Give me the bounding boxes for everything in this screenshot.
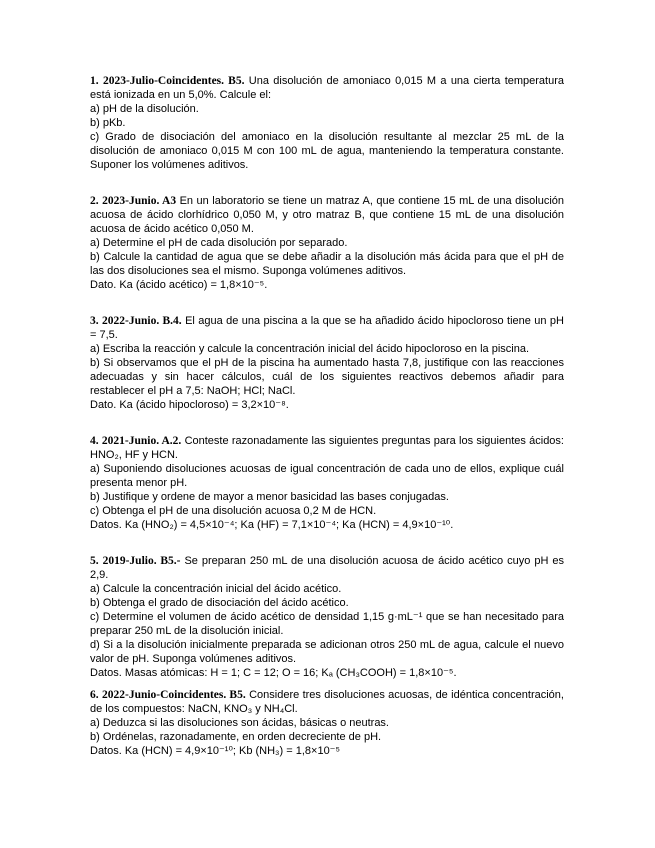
problem-intro (90, 434, 564, 462)
problem-part: c) Obtenga el pH de una disolución acuosa 0,2 M de HCN. (90, 505, 377, 517)
problem-part: c) Grado de disociación del amoniaco en la disolución resultante al mezclar 25 mL de la disolución de amoniaco 0,015 M con 100 mL de agua, manteniendo la temperatura constante. Suponer los volúmenes aditivos. (90, 131, 564, 171)
problem-2 (90, 194, 564, 292)
problem-data: Dato. Ka (ácido acético) = 1,8×10⁻⁵. (90, 279, 268, 291)
problem-part: a) pH de la disolución. (90, 103, 199, 115)
problem-part: b) Calcule la cantidad de agua que se debe añadir a la disolución más ácida para que el pH de las dos disoluciones sea el mismo. Suponga volúmenes aditivos. (90, 251, 564, 277)
problem-intro (90, 554, 564, 582)
problem-header: 2023-Julio-Coincidentes. B5. (102, 75, 245, 87)
problem-number: 5. (90, 555, 99, 567)
problem-intro (90, 74, 564, 102)
problem-data: Datos. Ka (HNO₂) = 4,5×10⁻⁴; Ka (HF) = 7,1×10⁻⁴; Ka (HCN) = 4,9×10⁻¹⁰. (90, 519, 454, 531)
problem-statement: En un laboratorio se tiene un matraz A, que contiene 15 mL de una disolución acuosa de ácido clorhídrico 0,050 M, y otro matraz B, que contiene 15 mL de una disolución acuosa de ácido acético 0,050 M. (90, 195, 564, 235)
problem-part: b) Justifique y ordene de mayor a menor basicidad las bases conjugadas. (90, 491, 449, 503)
problem-intro (90, 194, 564, 236)
problem-part: b) pKb. (90, 117, 126, 129)
problem-data: Datos. Ka (HCN) = 4,9×10⁻¹⁰; Kb (NH₃) = 1,8×10⁻⁵ (90, 745, 341, 757)
problem-number: 3. (90, 315, 99, 327)
problem-statement: El agua de una piscina a la que se ha añadido ácido hipocloroso tiene un pH = 7,5. (90, 315, 564, 341)
problem-part: a) Suponiendo disoluciones acuosas de igual concentración de cada uno de ellos, explique cuál presenta menor pH. (90, 463, 564, 489)
problem-part: a) Determine el pH de cada disolución por separado. (90, 237, 348, 249)
problem-6 (90, 688, 564, 758)
problem-data: Dato. Ka (ácido hipocloroso) = 3,2×10⁻⁸. (90, 399, 289, 411)
problem-data: Datos. Masas atómicas: H = 1; C = 12; O = 16; Kₐ (CH₃COOH) = 1,8×10⁻⁵. (90, 667, 457, 679)
problem-number: 6. (90, 689, 99, 701)
problem-header: 2023-Junio. A3 (102, 195, 177, 207)
problem-intro (90, 688, 564, 716)
problem-statement: Se preparan 250 mL de una disolución acuosa de ácido acético cuyo pH es 2,9. (90, 555, 564, 581)
problem-header: 2022-Junio. B.4. (102, 315, 182, 327)
problem-header: 2019-Julio. B5.- (102, 555, 181, 567)
problem-5 (90, 554, 564, 680)
problem-number: 2. (90, 195, 99, 207)
problem-part: b) Ordénelas, razonadamente, en orden decreciente de pH. (90, 731, 382, 743)
problem-statement: Una disolución de amoniaco 0,015 M a una cierta temperatura está ionizada en un 5,0%. Calcule el: (90, 75, 565, 101)
problem-part: d) Si a la disolución inicialmente preparada se adicionan otros 250 mL de agua, calcule el nuevo valor de pH. Suponga volúmenes aditivos. (90, 639, 564, 665)
problem-header: 2021-Junio. A.2. (101, 435, 182, 447)
problem-part: a) Escriba la reacción y calcule la concentración inicial del ácido hipocloroso en la piscina. (90, 343, 530, 355)
problem-statement: Considere tres disoluciones acuosas, de idéntica concentración, de los compuestos: NaCN, KNO₃ y NH₄Cl. (90, 689, 564, 715)
problem-4 (90, 434, 564, 532)
problem-part: c) Determine el volumen de ácido acético de densidad 1,15 g·mL⁻¹ que se han necesitado para preparar 250 mL de la disolución inicial. (90, 611, 564, 637)
problem-1 (90, 74, 564, 172)
problem-intro (90, 314, 564, 342)
problem-part: a) Calcule la concentración inicial del ácido acético. (90, 583, 342, 595)
problem-number: 4. (90, 435, 99, 447)
problem-part: a) Deduzca si las disoluciones son ácidas, básicas o neutras. (90, 717, 389, 729)
problem-part: b) Obtenga el grado de disociación del ácido acético. (90, 597, 349, 609)
problem-3 (90, 314, 564, 412)
problem-part: b) Si observamos que el pH de la piscina ha aumentado hasta 7,8, justifique con las reacciones adecuadas y sin hacer cálculos, cuál de los siguientes reactivos debemos añadir para restablecer el pH a 7,5: NaOH; HCl; NaCl. (90, 357, 564, 397)
problem-header: 2022-Junio-Coincidentes. B5. (101, 689, 246, 701)
problem-number: 1. (90, 75, 99, 87)
problem-statement: Conteste razonadamente las siguientes preguntas para los siguientes ácidos: HNO₂, HF y HCN. (90, 435, 564, 461)
